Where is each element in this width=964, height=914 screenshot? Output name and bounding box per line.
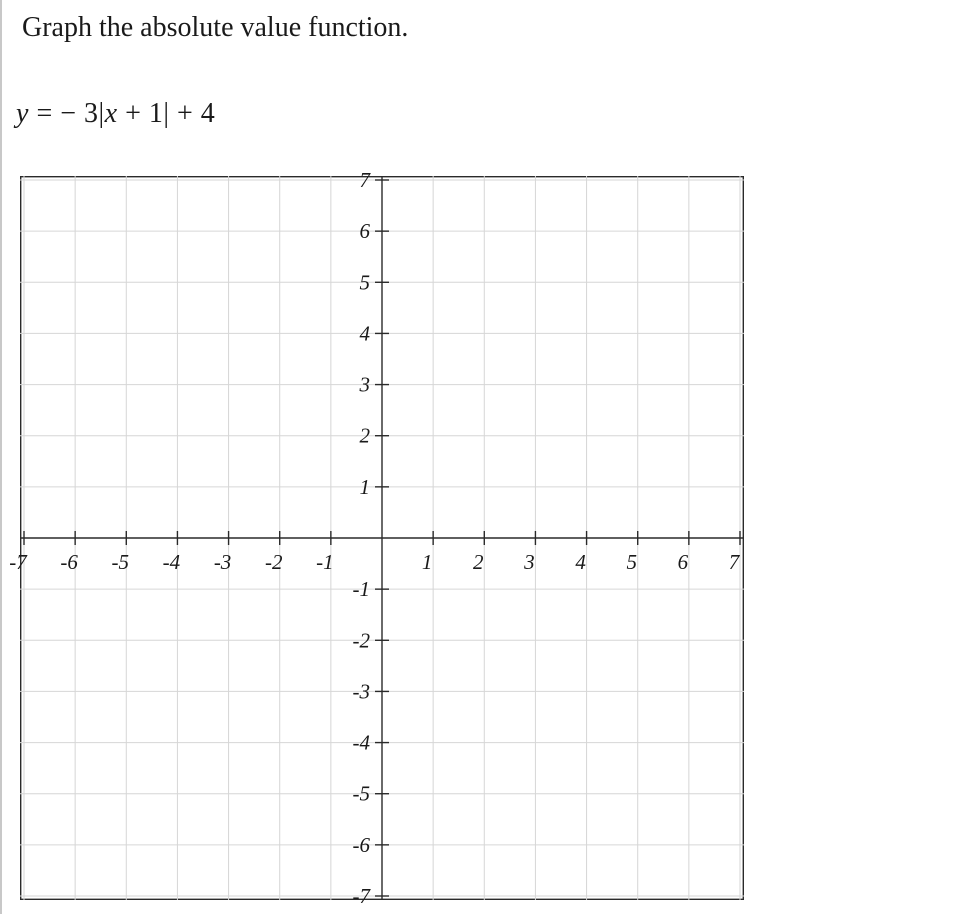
y-tick-label: -5 bbox=[352, 781, 370, 806]
equation-lhs: y bbox=[16, 98, 29, 129]
x-tick-label: -1 bbox=[316, 550, 334, 574]
x-tick-label: 3 bbox=[524, 550, 535, 574]
y-tick-label: -3 bbox=[352, 679, 370, 704]
x-tick-label: -5 bbox=[111, 550, 130, 574]
y-tick-label: -2 bbox=[352, 628, 370, 653]
x-tick-label: 7 bbox=[728, 550, 740, 574]
y-tick-label: 6 bbox=[359, 219, 370, 244]
left-border bbox=[0, 0, 2, 914]
y-tick-label: -1 bbox=[352, 577, 370, 602]
x-tick-label: -6 bbox=[60, 550, 78, 574]
x-tick-label: -3 bbox=[213, 550, 232, 574]
y-tick-label: 5 bbox=[359, 270, 370, 295]
y-tick-label: 2 bbox=[359, 423, 370, 448]
equation-rhs-suffix: + 1| + 4 bbox=[117, 98, 216, 129]
y-tick-label: 7 bbox=[359, 168, 370, 192]
equation-variable: x bbox=[104, 98, 118, 129]
x-tick-label: 5 bbox=[626, 550, 637, 574]
x-tick-label: 1 bbox=[421, 550, 433, 574]
equation bbox=[16, 96, 215, 132]
y-tick-label: -4 bbox=[352, 730, 370, 755]
x-tick-label: -2 bbox=[264, 550, 283, 574]
y-tick-label: 4 bbox=[359, 321, 370, 346]
y-tick-label: 1 bbox=[359, 474, 370, 499]
coordinate-grid[interactable] bbox=[9, 168, 744, 908]
y-tick-label: -7 bbox=[352, 884, 370, 908]
graph-area[interactable] bbox=[9, 168, 744, 908]
x-tick-label: 6 bbox=[677, 550, 689, 574]
x-tick-label: 4 bbox=[575, 550, 586, 574]
y-tick-label: -6 bbox=[352, 832, 370, 857]
x-tick-label: -4 bbox=[162, 550, 181, 574]
equation-equals: = bbox=[28, 98, 61, 129]
question-prompt: Graph the absolute value function. bbox=[22, 12, 409, 43]
x-tick-label: -7 bbox=[9, 550, 27, 574]
equation-rhs-prefix: − 3| bbox=[60, 98, 105, 129]
y-tick-label: 3 bbox=[359, 372, 370, 397]
x-tick-label: 2 bbox=[473, 550, 484, 574]
